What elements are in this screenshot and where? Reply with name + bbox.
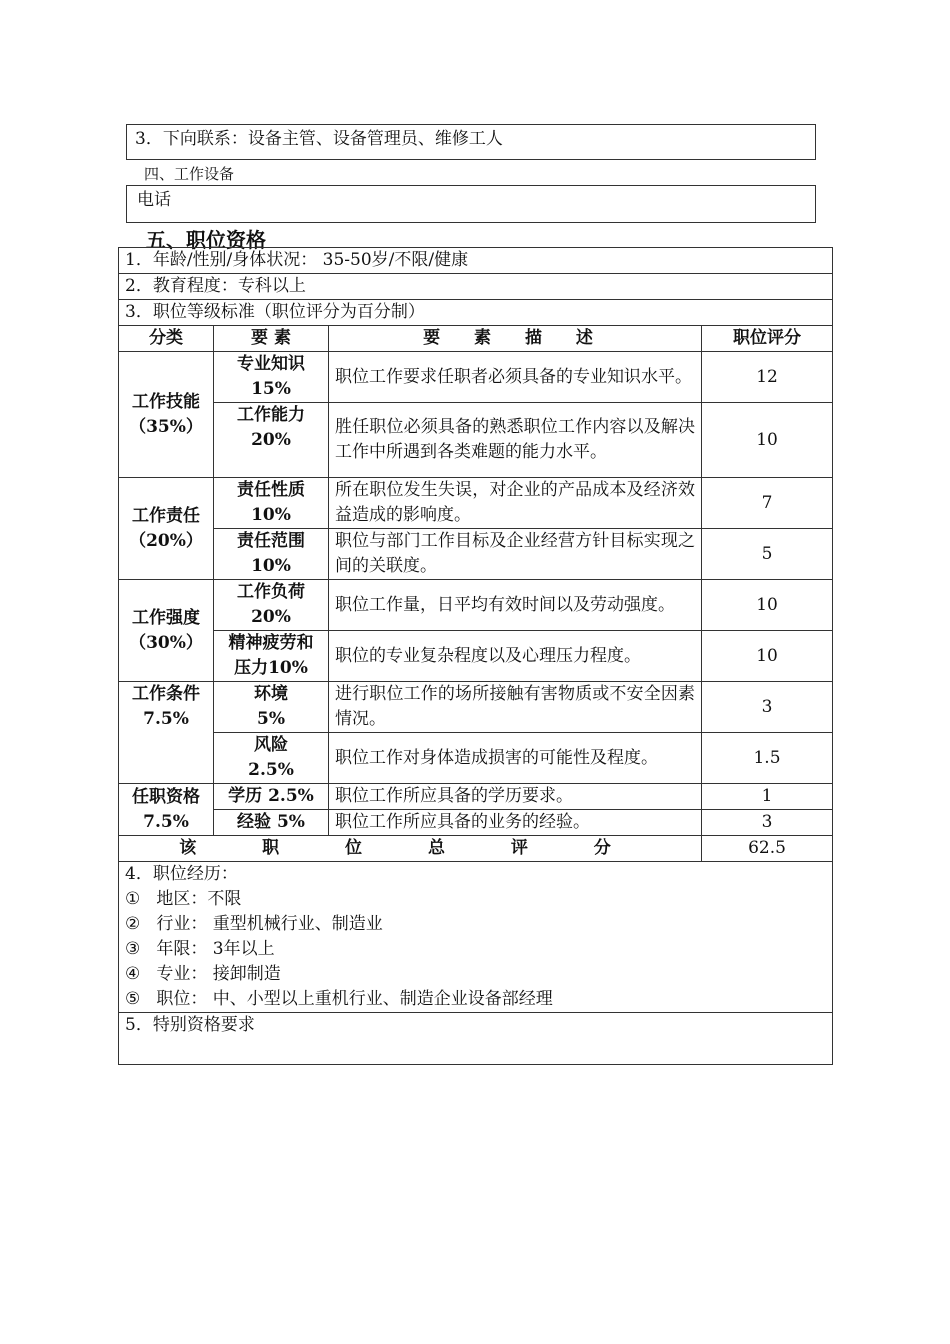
element-score: 10: [702, 631, 833, 682]
element-score: 3: [702, 682, 833, 733]
element-desc: 职位工作量，日平均有效时间以及劳动强度。: [329, 580, 702, 631]
group-cell: [119, 352, 214, 478]
list-item: [125, 912, 826, 937]
list-item: [125, 937, 826, 962]
element-name: 风险: [254, 735, 288, 755]
element-weight: 10%: [251, 556, 291, 576]
element-score: 7: [702, 478, 833, 529]
group-weight: 7.5%: [143, 811, 189, 832]
element-desc: 职位工作要求任职者必须具备的专业知识水平。: [329, 352, 702, 403]
group-cell: [119, 784, 214, 836]
group-cell: [119, 580, 214, 682]
header-row: [119, 326, 833, 352]
element-score: 5: [702, 529, 833, 580]
element-weight: 2.5%: [248, 760, 294, 780]
list-number: ⑤: [125, 989, 141, 1009]
table-row: [119, 733, 833, 784]
element-cell: [214, 478, 329, 529]
header-category: 分类: [119, 326, 214, 352]
group-name: 工作技能: [132, 391, 200, 412]
group-cell: [119, 682, 214, 784]
header-score: 职位评分: [702, 326, 833, 352]
list-item: [125, 987, 826, 1012]
element-cell: [214, 403, 329, 478]
list-number: ④: [125, 964, 141, 984]
total-row: [119, 836, 833, 862]
element-desc: 职位与部门工作目标及企业经营方针目标实现之间的关联度。: [329, 529, 702, 580]
element-cell: [214, 529, 329, 580]
list-text: 地区：不限: [156, 889, 242, 909]
list-text: 专业： 接卸制造: [156, 964, 281, 984]
list-text: 职位： 中、小型以上重机行业、制造企业设备部经理: [156, 989, 553, 1009]
element-desc: 进行职位工作的场所接触有害物质或不安全因素情况。: [329, 682, 702, 733]
table-row: [119, 784, 833, 810]
element-name: 工作能力: [237, 405, 305, 425]
contact-down-text: 3．下向联系：设备主管、设备管理员、维修工人: [135, 129, 503, 149]
list-number: ③: [125, 939, 141, 959]
element-score: 10: [702, 580, 833, 631]
table-row: [119, 248, 833, 274]
element-score: 10: [702, 403, 833, 478]
element-weight: 20%: [251, 430, 291, 450]
table-row: [119, 274, 833, 300]
table-row: [119, 300, 833, 326]
element-weight: 5%: [257, 709, 285, 729]
list-item: [125, 962, 826, 987]
table-row: [119, 580, 833, 631]
element-desc: 职位工作所应具备的业务的经验。: [329, 810, 702, 836]
section4-title: 四、工作设备: [144, 165, 235, 183]
experience-row: [119, 862, 833, 1013]
education-row: 2．教育程度：专科以上: [119, 274, 833, 300]
equipment-box: [126, 185, 816, 223]
group-weight: （20%）: [129, 530, 203, 551]
element-desc: 职位的专业复杂程度以及心理压力程度。: [329, 631, 702, 682]
element-name: 精神疲劳和: [228, 633, 314, 653]
element-score: 12: [702, 352, 833, 403]
header-element: 要 素: [214, 326, 329, 352]
qualification-table: [118, 247, 833, 1065]
contact-down-box: [126, 124, 816, 160]
element-score: 1.5: [702, 733, 833, 784]
element-score: 1: [702, 784, 833, 810]
table-row: [119, 631, 833, 682]
element-cell: 学历 2.5%: [214, 784, 329, 810]
equipment-text: 电话: [137, 190, 171, 210]
table-row: [119, 352, 833, 403]
element-cell: [214, 631, 329, 682]
table-row: [119, 403, 833, 478]
element-cell: [214, 682, 329, 733]
element-name: 环境: [254, 684, 288, 704]
group-name: 工作强度: [132, 607, 200, 628]
section5-title: 五、职位资格: [146, 228, 266, 252]
age-row: 1．年龄/性别/身体状况： 35-50岁/不限/健康: [119, 248, 833, 274]
element-cell: [214, 580, 329, 631]
element-name: 工作负荷: [237, 582, 305, 602]
list-number: ②: [125, 914, 141, 934]
element-weight: 15%: [251, 379, 291, 399]
table-row: [119, 478, 833, 529]
element-name: 专业知识: [237, 354, 305, 374]
experience-title: 4．职位经历：: [125, 864, 238, 884]
header-description: 要 素 描 述: [329, 326, 702, 352]
group-cell: [119, 478, 214, 580]
element-weight: 压力10%: [234, 658, 308, 678]
element-weight: 10%: [251, 505, 291, 525]
table-row: [119, 682, 833, 733]
list-text: 年限： 3年以上: [156, 939, 275, 959]
element-desc: 所在职位发生失误，对企业的产品成本及经济效益造成的影响度。: [329, 478, 702, 529]
element-weight: 20%: [251, 607, 291, 627]
element-desc: 职位工作对身体造成损害的可能性及程度。: [329, 733, 702, 784]
element-desc: 胜任职位必须具备的熟悉职位工作内容以及解决工作中所遇到各类难题的能力水平。: [329, 403, 702, 478]
special-row: [119, 1013, 833, 1065]
element-name: 责任性质: [237, 480, 305, 500]
element-cell: [214, 352, 329, 403]
element-score: 3: [702, 810, 833, 836]
special-requirements: 5．特别资格要求: [119, 1013, 833, 1065]
grade-standard-row: 3．职位等级标准（职位评分为百分制）: [119, 300, 833, 326]
group-weight: （30%）: [129, 632, 203, 653]
list-number: ①: [125, 889, 141, 909]
group-name: 工作条件: [132, 684, 200, 704]
list-text: 行业： 重型机械行业、制造业: [156, 914, 383, 934]
group-name: 任职资格: [132, 786, 200, 807]
group-name: 工作责任: [132, 505, 200, 526]
group-weight: 7.5%: [143, 709, 189, 729]
element-name: 责任范围: [237, 531, 305, 551]
total-score: 62.5: [702, 836, 833, 862]
group-weight: （35%）: [129, 416, 203, 437]
table-row: [119, 529, 833, 580]
element-cell: [214, 733, 329, 784]
table-row: [119, 810, 833, 836]
list-item: [125, 887, 826, 912]
total-label: 该 职 位 总 评 分: [119, 836, 702, 862]
element-desc: 职位工作所应具备的学历要求。: [329, 784, 702, 810]
element-cell: 经验 5%: [214, 810, 329, 836]
